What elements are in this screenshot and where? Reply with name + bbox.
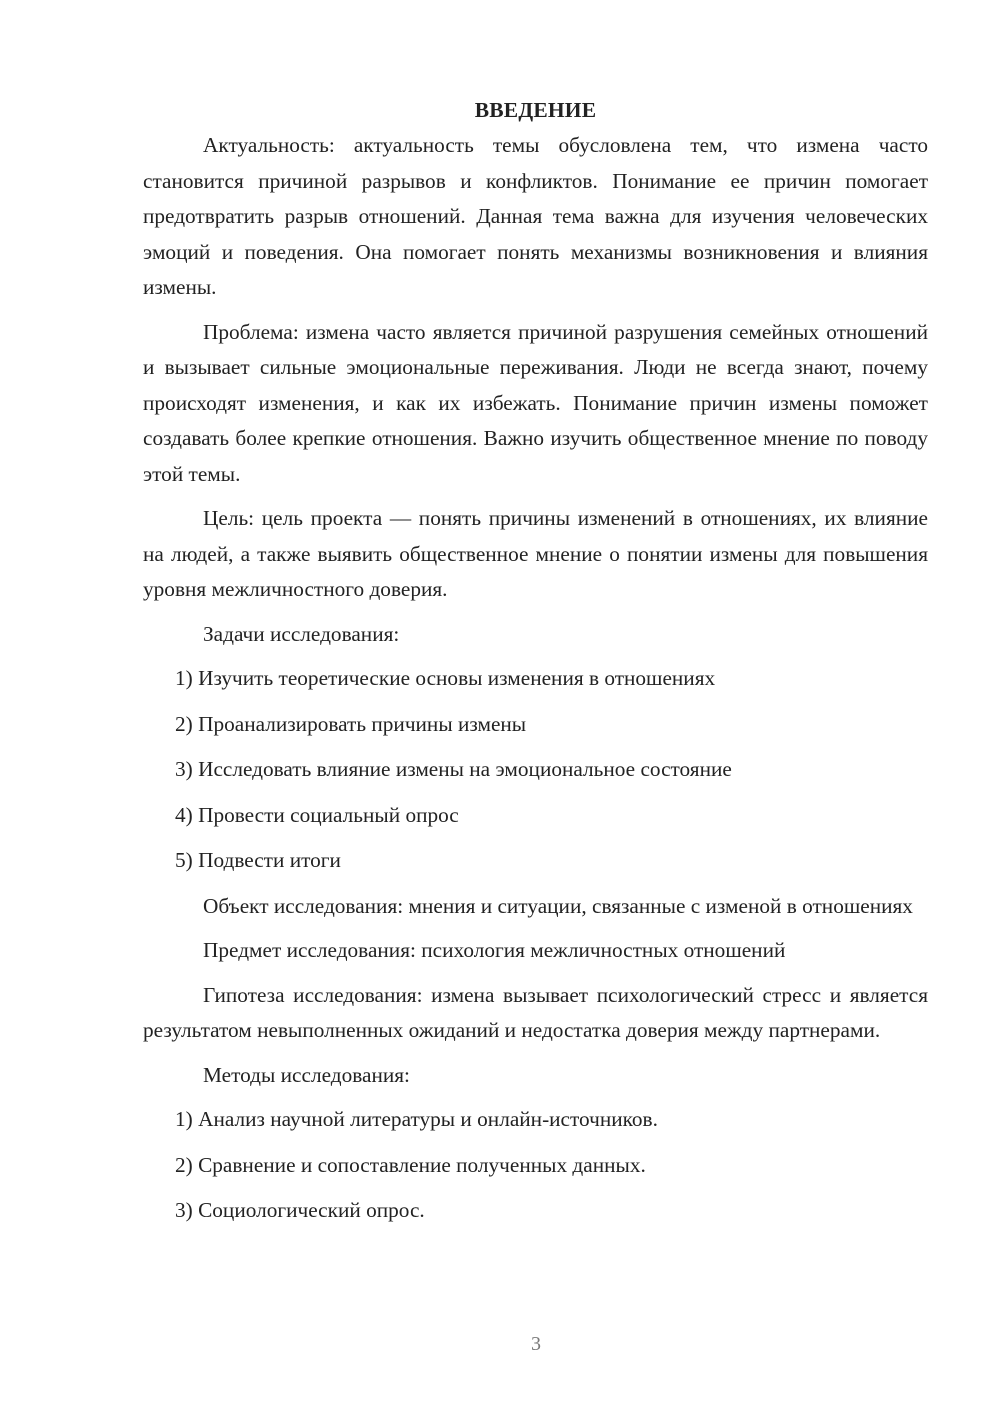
goal-paragraph: Цель: цель проекта — понять причины изменений в отношениях, их влияние на людей, а также выявить общественное мнение о понятии измены для повышения уровня межличностного доверия. [143,506,928,601]
hypothesis-paragraph: Гипотеза исследования: измена вызывает психологический стресс и является результатом невыполненных ожиданий и недостатка доверия между партнерами. [143,982,928,1042]
task-item: 2) Проанализировать причины измены [175,711,527,736]
method-item: 1) Анализ научной литературы и онлайн-источников. [175,1107,658,1131]
section-heading: ВВЕДЕНИЕ [474,98,597,122]
methods-label: Методы исследования: [203,1062,410,1087]
task-item: 5) Подвести итоги [175,848,341,872]
task-item: 3) Исследовать влияние измены на эмоциональное состояние [175,757,732,781]
relevance-paragraph: Актуальность: актуальность темы обусловлена тем, что измена часто становится причиной разрывов и конфликтов. Понимание ее причин помогает предотвратить разрыв отношений. Данная тема важна для изучения человеческих эмоций и поведения. Она помогает понять механизмы возникновения и влияния измены. [143,133,928,299]
tasks-list [143,661,928,879]
method-item: 2) Сравнение и сопоставление полученных данных. [175,1152,646,1177]
method-item: 3) Социологический опрос. [175,1198,425,1222]
task-item: 1) Изучить теоретические основы изменения в отношениях [175,666,716,690]
tasks-label: Задачи исследования: [203,621,400,646]
problem-paragraph: Проблема: измена часто является причиной разрушения семейных отношений и вызывает сильные эмоциональные переживания. Люди не всегда знают, почему происходят изменения, и как их избежать. Понимание причин измены поможет создавать более крепкие отношения. Важно изучить общественное мнение по поводу этой темы. [143,319,928,486]
object-paragraph: Объект исследования: мнения и ситуации, связанные с изменой в отношениях [203,893,913,918]
methods-list [143,1102,928,1229]
page-number: 3 [531,1333,541,1355]
page-content [143,96,928,1239]
subject-paragraph: Предмет исследования: психология межличностных отношений [203,938,786,962]
task-item: 4) Провести социальный опрос [175,802,459,827]
